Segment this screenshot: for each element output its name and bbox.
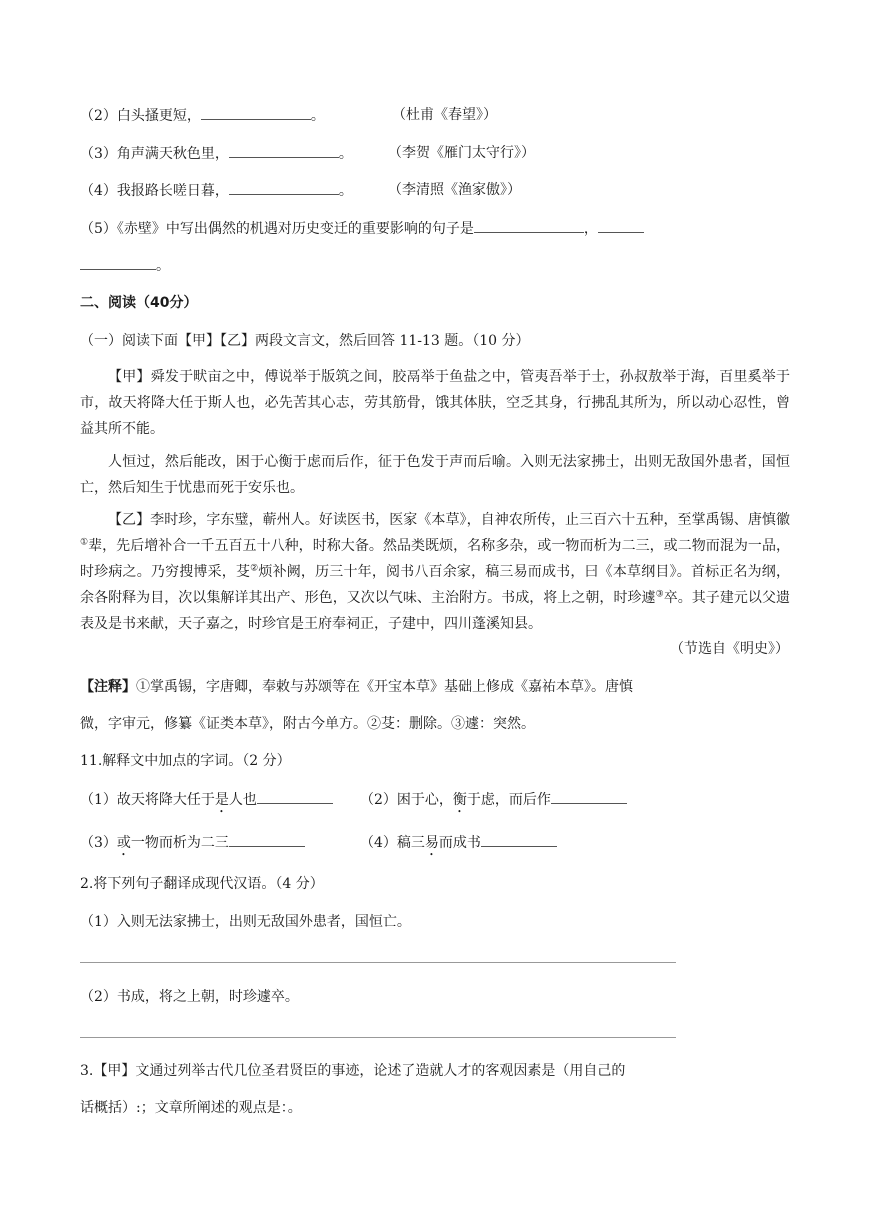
- answer-line[interactable]: [80, 1037, 676, 1038]
- q11-item-4: [360, 832, 557, 859]
- section-intro: （一）阅读下面【甲】【乙】两段文言文，然后回答 11-13 题。（10 分）: [80, 333, 530, 349]
- answer-blank[interactable]: [474, 218, 584, 233]
- translate-sentence-1: （1）入则无法家拂士，出则无敌国外患者，国恒亡。: [80, 914, 411, 930]
- answer-blank[interactable]: [257, 789, 333, 804]
- item-number: （1）: [80, 792, 117, 808]
- poem-text: 我报路长嗟日暮，: [116, 183, 229, 199]
- dotted-word: 或: [116, 835, 131, 851]
- q11-item-1: [80, 789, 333, 816]
- item-number: （4）: [80, 183, 117, 199]
- poem-line-4: [80, 180, 353, 201]
- item-number: （2）: [360, 792, 397, 808]
- answer-blank[interactable]: [229, 832, 305, 847]
- note-line-1: [80, 677, 633, 697]
- footnote-mark: ③: [655, 589, 664, 600]
- passage-text: 【乙】李时珍，字东璧，蕲州人。好读医书，医家《本草》，自神农所传，止三百六十五种，至掌禹锡、唐慎徽: [108, 512, 790, 528]
- item-text: 故天将降大任于: [116, 792, 215, 808]
- footnote-mark: ①: [80, 537, 89, 548]
- poem-source: （杜甫《春望》）: [392, 107, 497, 123]
- item-text: 于虑，而后作: [466, 792, 551, 808]
- punct: 。: [310, 108, 325, 124]
- item-number: （3）: [80, 146, 117, 162]
- passage-jia-p1: 【甲】舜发于畎亩之中，傅说举于版筑之间，胶鬲举于鱼盐之中，管夷吾举于士，孙叔敖举于海，百里奚举于市，故天将降大任于斯人也，必先苦其心志，劳其筋骨，饿其体肤，空乏其身，行拂乱其所为，所以动心忍性，曾益其所不能。: [80, 369, 790, 437]
- punct: 。: [156, 258, 170, 274]
- dotted-word: 衡: [452, 792, 467, 808]
- note-label: 【注释】: [80, 679, 136, 695]
- answer-blank[interactable]: [551, 789, 627, 804]
- item-number: （2）: [80, 108, 117, 124]
- answer-blank[interactable]: [229, 180, 339, 195]
- dotted-word: 是: [214, 792, 229, 808]
- poem-text: 白头搔更短，: [116, 108, 201, 124]
- q11-item-2: [360, 789, 627, 816]
- answer-blank[interactable]: [598, 218, 644, 233]
- answer-blank[interactable]: [481, 832, 557, 847]
- section-title: 二、阅读（40分）: [80, 295, 198, 311]
- item-number: （4）: [360, 835, 397, 851]
- item-text: 而成书: [438, 835, 481, 851]
- item-text: 一物而析为二三: [130, 835, 229, 851]
- answer-blank[interactable]: [229, 143, 339, 158]
- footnote-mark: ②: [250, 563, 259, 574]
- item-text: 人也: [228, 792, 257, 808]
- answer-line[interactable]: [80, 962, 676, 963]
- poem-line-5: [80, 218, 644, 239]
- item-text: 稿三: [396, 835, 425, 851]
- poem-line-5-cont: [80, 255, 170, 276]
- passage-source: （节选自《明史》）: [670, 641, 789, 657]
- item-number: （3）: [80, 835, 117, 851]
- passage-text: 烦补阙，历三十年，阅书八百余家，稿三易而成书，曰《本草纲目》。首标正名为纲，余各附释为目，次以集解详其出产、形色，又次以气味、主治附方。书成，将上之朝，时珍遽: [80, 564, 790, 606]
- poem-line-3: [80, 143, 353, 164]
- question-text: （5）《赤壁》中写出偶然的机遇对历史变迁的重要影响的句子是: [80, 221, 474, 237]
- question-12-title: 2.将下列句子翻译成现代汉语。（4 分）: [80, 876, 324, 892]
- answer-blank[interactable]: [80, 255, 156, 270]
- note-line-2: 微，字审元，修纂《证类本草》，附古今单方。②芟：删除。③遽：突然。: [80, 716, 535, 732]
- translate-sentence-2: （2）书成，将之上朝，时珍遽卒。: [80, 989, 299, 1005]
- punct: 。: [338, 183, 353, 199]
- passage-text: 卒。其子建元以父遗表及是书来献，天子嘉之，时珍官是王府奉祠正，子建中，四川蓬溪知县。: [80, 590, 790, 632]
- poem-source: （李贺《雁门太守行》）: [388, 145, 535, 161]
- question-11-title: 11.解释文中加点的字词。（2 分）: [80, 753, 291, 769]
- dotted-word: 易: [424, 835, 439, 851]
- question-13-line-1: 3.【甲】文通过列举古代几位圣君贤臣的事迹，论述了造就人才的客观因素是（用自己的: [80, 1063, 626, 1079]
- passage-text: 辈，先后增补合一千五百五十八种，时称大备。然品类既烦，名称多杂，或一物而析为二三，或二物而混为一品，时珍病之。乃穷搜博采，芟: [80, 538, 790, 580]
- q11-item-3: [80, 832, 305, 859]
- punct: ，: [583, 221, 598, 237]
- poem-text: 角声满天秋色里，: [116, 146, 229, 162]
- item-text: 困于心，: [396, 792, 453, 808]
- note-text: ①掌禹锡，字唐卿，奉敕与苏颂等在《开宝本草》基础上修成《嘉祐本草》。唐慎: [136, 679, 633, 695]
- poem-line-2: [80, 105, 325, 126]
- question-13-line-2: 话概括）:；文章所阐述的观点是：。: [80, 1100, 302, 1116]
- poem-source: （李清照《渔家傲》）: [388, 182, 521, 198]
- passage-jia-p2: 人恒过，然后能改，困于心衡于虑而后作，征于色发于声而后喻。入则无法家拂士，出则无敌国外患者，国恒亡，然后知生于忧患而死于安乐也。: [80, 454, 790, 496]
- passage-yi: [80, 507, 790, 637]
- punct: 。: [338, 146, 353, 162]
- answer-blank[interactable]: [201, 105, 311, 120]
